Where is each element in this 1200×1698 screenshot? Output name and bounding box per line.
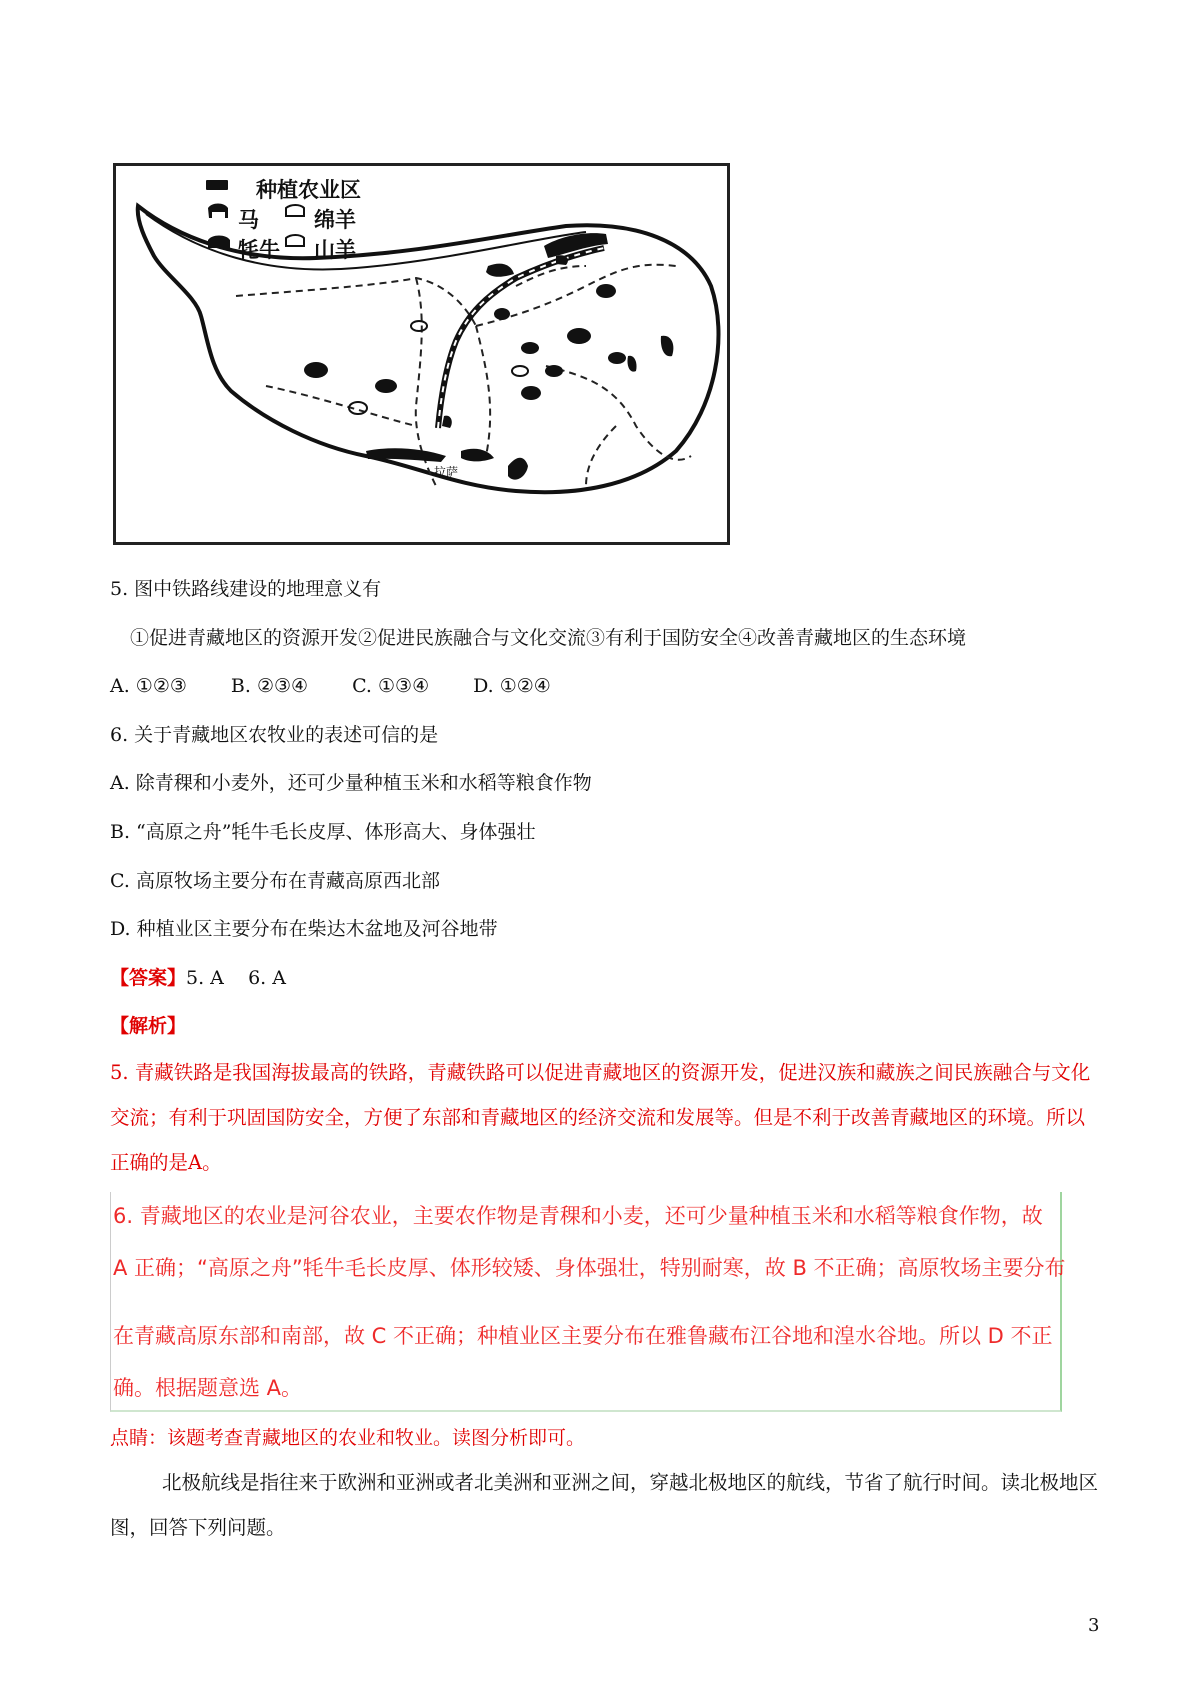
answer-line xyxy=(110,966,286,990)
analysis-q6-line-2: A 正确；“高原之舟”牦牛毛长皮厚、体形较矮、身体强壮，特别耐寒，故 B 不正确；高原牧场主要分布 xyxy=(113,1256,1066,1280)
q5-option-b: B. ②③④ xyxy=(230,675,309,697)
q5-statements: ①促进青藏地区的资源开发②促进民族融合与文化交流③有利于国防安全④改善青藏地区的生态环境 xyxy=(130,627,967,649)
q5-option-a: A. ①②③ xyxy=(110,675,187,697)
legend-horse-label: 马 xyxy=(238,208,259,232)
legend-sheep-label: 绵羊 xyxy=(314,208,356,232)
answer-label: 【答案】 xyxy=(110,967,187,989)
analysis-label: 【解析】 xyxy=(110,1015,187,1037)
analysis-q6-line-4: 确。根据题意选 A。 xyxy=(113,1376,303,1400)
legend-farm-label: 种植农业区 xyxy=(256,178,361,202)
legend-yak-label: 牦牛 xyxy=(238,238,280,262)
q5-options xyxy=(110,674,595,698)
legend-goat-label: 山羊 xyxy=(314,238,356,262)
map-drawing xyxy=(116,166,727,542)
city-label-lhasa: 拉萨 xyxy=(434,465,459,479)
q6-option-a: A. 除青稞和小麦外，还可少量种植玉米和水稻等粮食作物 xyxy=(110,772,592,794)
analysis-q6-line-3: 在青藏高原东部和南部，故 C 不正确；种植业区主要分布在雅鲁藏布江谷地和湟水谷地。所以 D 不正 xyxy=(113,1324,1053,1348)
answer-text: 5. A 6. A xyxy=(186,967,286,989)
next-intro-paragraph: 北极航线是指往来于欧洲和亚洲或者北美洲和亚洲之间，穿越北极地区的航线，节省了航行时间。读北极地区图，回答下列问题。 xyxy=(110,1471,1099,1539)
q6-option-b: B. “高原之舟”牦牛毛长皮厚、体形高大、身体强壮 xyxy=(110,821,536,843)
q6-option-c: C. 高原牧场主要分布在青藏高原西北部 xyxy=(110,870,440,892)
comment-note: 点睛：该题考查青藏地区的农业和牧业。读图分析即可。 xyxy=(110,1427,586,1449)
page-number: 3 xyxy=(1088,1615,1100,1636)
analysis-q5: 5. 青藏铁路是我国海拔最高的铁路，青藏铁路可以促进青藏地区的资源开发，促进汉族和藏族之间民族融合与文化交流；有利于巩固国防安全，方便了东部和青藏地区的经济交流和发展等。但是不利于改善青藏地区的环境。所以正确的是A。 xyxy=(110,1061,1091,1174)
analysis-q6-box xyxy=(110,1192,1066,1412)
q6-option-d: D. 种植业区主要分布在柴达木盆地及河谷地带 xyxy=(110,918,498,940)
qinghai-tibet-map xyxy=(113,163,730,545)
q5-stem: 5. 图中铁路线建设的地理意义有 xyxy=(110,578,382,600)
q5-option-d: D. ①②④ xyxy=(473,675,551,697)
analysis-q6-line-1: 6. 青藏地区的农业是河谷农业，主要农作物是青稞和小麦，还可少量种植玉米和水稻等粮食作物，故 xyxy=(113,1204,1043,1228)
q5-option-c: C. ①③④ xyxy=(352,675,430,697)
q6-stem: 6. 关于青藏地区农牧业的表述可信的是 xyxy=(110,724,439,746)
